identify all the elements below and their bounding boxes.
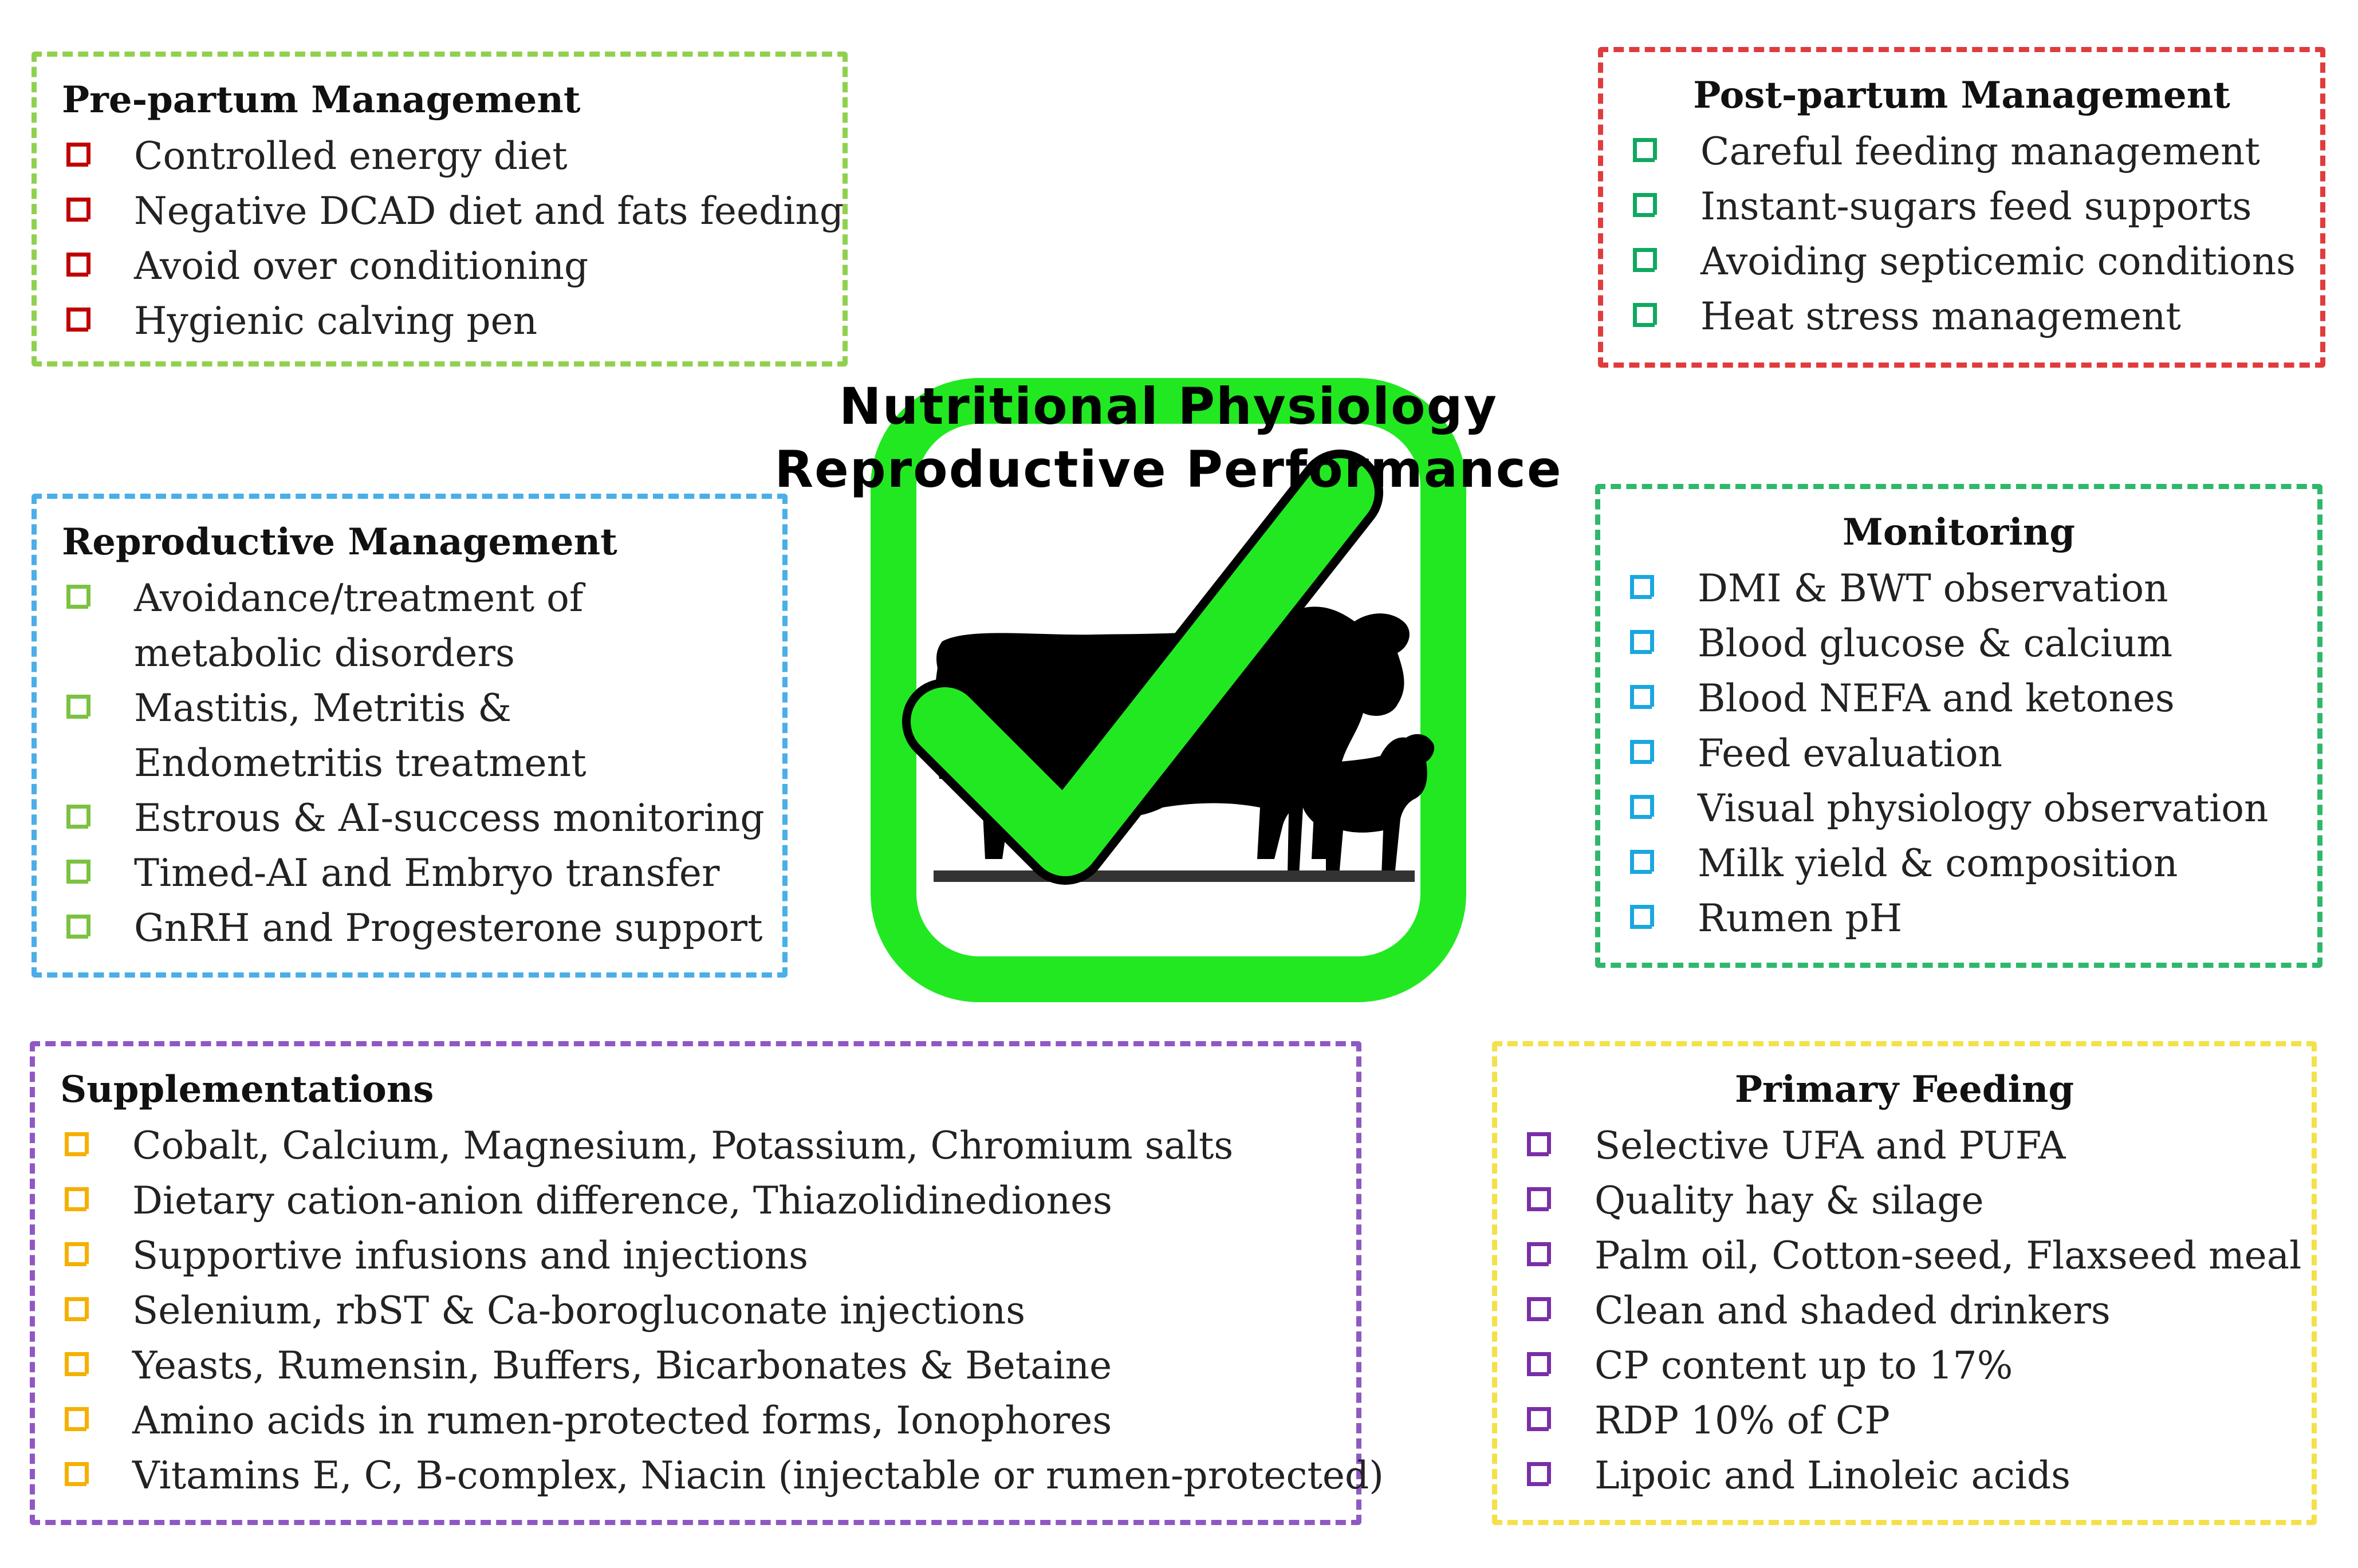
list-item: Estrous & AI-success monitoring	[62, 791, 757, 846]
list-item: Quality hay & silage	[1522, 1173, 2286, 1228]
list-item: RDP 10% of CP	[1522, 1393, 2286, 1448]
list-item: Lipoic and Linoleic acids	[1522, 1448, 2286, 1503]
checkbox-icon	[66, 805, 90, 829]
list-item: Avoid over conditioning	[62, 239, 817, 294]
checkbox-icon	[1630, 685, 1654, 709]
checkbox-icon	[66, 253, 90, 277]
checkbox-icon	[65, 1462, 89, 1486]
panel-title: Reproductive Management	[62, 521, 617, 564]
panel-prepartum-management	[32, 52, 848, 367]
checkbox-icon	[1633, 303, 1657, 327]
item-list	[60, 1118, 1384, 1503]
list-item: Clean and shaded drinkers	[1522, 1283, 2286, 1338]
checkbox-icon	[65, 1407, 89, 1431]
panel-primary-feeding	[1492, 1041, 2317, 1525]
item-list	[1628, 124, 2295, 344]
checkbox-icon	[1630, 740, 1654, 764]
checkbox-icon	[1630, 905, 1654, 929]
checkbox-icon	[1633, 193, 1657, 217]
checkbox-icon	[66, 860, 90, 884]
checkbox-icon	[65, 1187, 89, 1211]
panel-supplementations	[30, 1041, 1384, 1525]
item-list	[62, 571, 765, 956]
checkbox-icon	[1630, 795, 1654, 819]
list-item: CP content up to 17%	[1522, 1338, 2286, 1393]
checkbox-icon	[66, 198, 90, 222]
list-item: DMI & BWT observation	[1625, 561, 2292, 616]
list-item: Timed-AI and Embryo transfer	[62, 846, 757, 901]
panel-title: Pre-partum Management	[62, 78, 581, 121]
checkbox-icon	[66, 308, 90, 332]
list-item: Cobalt, Calcium, Magnesium, Potassium, Chromium salts	[60, 1118, 1331, 1173]
panel-postpartum-management	[1598, 47, 2325, 368]
list-item: Amino acids in rumen-protected forms, Ionophores	[60, 1393, 1331, 1448]
checkbox-icon	[1527, 1297, 1551, 1321]
list-item: Rumen pH	[1625, 891, 2292, 946]
list-item: GnRH and Progesterone support	[62, 901, 757, 956]
list-item: Feed evaluation	[1625, 726, 2292, 781]
list-item: Blood NEFA and ketones	[1625, 671, 2292, 726]
checkbox-icon	[1527, 1407, 1551, 1431]
checkbox-icon	[1527, 1242, 1551, 1266]
list-item: Selective UFA and PUFA	[1522, 1118, 2286, 1173]
panel-monitoring	[1595, 484, 2322, 968]
checkbox-icon	[1633, 248, 1657, 272]
checkbox-icon	[65, 1242, 89, 1266]
checkbox-icon	[1630, 850, 1654, 874]
checkbox-icon	[1527, 1132, 1551, 1156]
list-item: Selenium, rbST & Ca-borogluconate injections	[60, 1283, 1331, 1338]
checkbox-icon	[1630, 630, 1654, 654]
list-item: Careful feeding management	[1628, 124, 2295, 179]
checkbox-icon	[65, 1132, 89, 1156]
list-item: Hygienic calving pen	[62, 294, 817, 349]
checkbox-icon	[1527, 1352, 1551, 1376]
panel-reproductive-management	[32, 494, 788, 978]
title-line-2: Reproductive Performance	[774, 440, 1562, 499]
panel-title: Monitoring	[1843, 511, 2075, 554]
list-item: Blood glucose & calcium	[1625, 616, 2292, 671]
title-line-1: Nutritional Physiology	[839, 377, 1498, 436]
list-item: Avoiding septicemic conditions	[1628, 234, 2295, 289]
panel-title: Primary Feeding	[1734, 1068, 2074, 1111]
list-item: Vitamins E, C, B-complex, Niacin (injectable or rumen-protected)	[60, 1448, 1331, 1503]
checkbox-icon	[66, 695, 90, 719]
checkbox-icon	[65, 1352, 89, 1376]
checkbox-icon	[1630, 575, 1654, 599]
checkbox-icon	[66, 143, 90, 167]
list-item: Mastitis, Metritis & Endometritis treatment	[62, 681, 757, 791]
checkbox-icon	[1527, 1187, 1551, 1211]
panel-title: Supplementations	[60, 1068, 434, 1111]
checkbox-icon	[66, 915, 90, 939]
list-item: Heat stress management	[1628, 289, 2295, 344]
list-item: Dietary cation-anion difference, Thiazolidinediones	[60, 1173, 1331, 1228]
list-item: Yeasts, Rumensin, Buffers, Bicarbonates & Betaine	[60, 1338, 1331, 1393]
item-list	[1625, 561, 2292, 946]
list-item: Visual physiology observation	[1625, 781, 2292, 836]
checkbox-icon	[1527, 1462, 1551, 1486]
list-item: Negative DCAD diet and fats feeding	[62, 184, 817, 239]
list-item: Milk yield & composition	[1625, 836, 2292, 891]
list-item: Avoidance/treatment of metabolic disorders	[62, 571, 757, 681]
checkbox-icon	[1633, 138, 1657, 162]
item-list	[62, 129, 844, 349]
list-item: Supportive infusions and injections	[60, 1228, 1331, 1283]
list-item: Controlled energy diet	[62, 129, 817, 184]
list-item: Instant-sugars feed supports	[1628, 179, 2295, 234]
item-list	[1522, 1118, 2302, 1503]
checkbox-icon	[65, 1297, 89, 1321]
panel-title: Post-partum Management	[1693, 74, 2230, 117]
checkbox-icon	[66, 585, 90, 609]
list-item: Palm oil, Cotton-seed, Flaxseed meal	[1522, 1228, 2286, 1283]
